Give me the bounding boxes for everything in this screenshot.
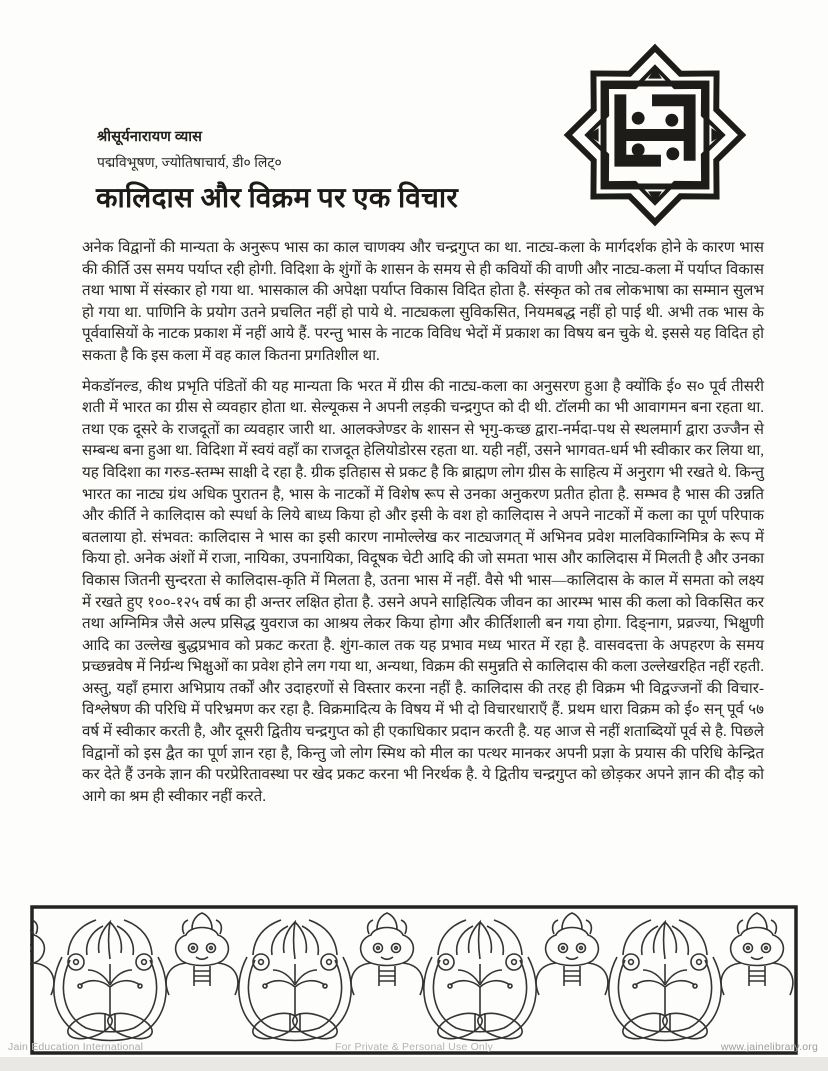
article-body — [82, 238, 764, 817]
author-name: श्रीसूर्यनारायण व्यास — [97, 129, 203, 145]
paragraph-2: मेकडॉनल्ड, कीथ प्रभृति पंडितों की यह मान्यता कि भरत में ग्रीस की नाट्य-कला का अनुसरण हुआ है क्योंकि ई० स० पूर्व तीसरी शती में भारत का ग्रीस से व्यवहार होता था. सेल्यूकस ने अपनी लड़की चन्द्रगुप्त को दी थी. टॉलमी का भी आवागमन बना रहता था. तथा एक दूसरे के राजदूतों का व्यवहार जारी था. आलक्जेण्डर के शासन से भृगु-कच्छ द्वारा-नर्मदा-पथ से स्थलमार्ग द्वारा उज्जैन से सम्बन्ध बना हुआ था. विदिशा में स्वयं वहाँ का राजदूत हेलियोडोरस रहता था. यही नहीं, उसने भागवत-धर्म भी स्वीकार कर लिया था, यह विदिशा का गरुड-स्तम्भ साक्षी दे रहा है. ग्रीक इतिहास से प्रकट है कि ब्राह्मण लोग ग्रीस के साहित्य में अनुराग भी रखते थे. किन्तु भारत का नाट्य ग्रंथ अधिक पुरातन है, भास के नाटकों में विशेष रूप से उनका अनुकरण प्रतीत होता है. सम्भव है भास की उन्नति और कीर्ति ने कालिदास को स्पर्धा के लिये बाध्य किया हो और इसी के वश हो कालिदास ने अपने नाटकों में कला का पूर्ण परिपाक बतलाया हो. संभवत: कालिदास ने भास का इसी कारण नामोल्लेख कर नाट्यजगत् में अभिनव प्रवेश मालविकाग्निमित्र के रूप में किया हो. अनेक अंशों में राजा, नायिका, उपनायिका, विदूषक चेटी आदि की जो समता भास और कालिदास में मिलती है और उनका विकास जितनी सुन्दरता से कालिदास-कृति में मिलता है, उतना भास में नहीं. वैसे भी भास—कालिदास के काल में समता को लक्ष्य में रखते हुए १००-१२५ वर्ष का ही अन्तर लक्षित होता है. उसने अपने साहित्यिक जीवन का आरम्भ भास की कला को विकसित कर तथा अग्निमित्र जैसे अल्प प्रसिद्ध युवराज का आश्रय लेकर किया होगा और कीर्तिशाली बन गया होगा. दिङ्नाग, प्रव्रज्या, भिक्षुणी आदि का उल्लेख बुद्धप्रभाव को प्रकट करता है. शुंग-काल तक यह प्रभाव मध्य भारत में रहा है. वासवदत्ता के अपहरण के समय प्रच्छन्नवेष में निर्ग्रन्थ भिक्षुओं का प्रवेश होने लग गया था, अन्यथा, विक्रम की समुन्नति से कालिदास की कला उल्लेखरहित नहीं रहती. अस्तु, यहाँ हमारा अभिप्राय तर्कों और उदाहरणों से विस्तार करना नहीं है. कालिदास की तरह ही विक्रम भी विद्वज्जनों की विचार-विश्लेषण की परिधि में परिभ्रमण कर रहा है. विक्रमादित्य के विषय में भी दो विचारधाराएँ हैं. प्रथम धारा विक्रम को ई० सन् पूर्व ५७ वर्ष में स्वीकार करती है, और दूसरी द्वितीय चन्द्रगुप्त को ही एकाधिकार प्रदान करती है. यह आज से नहीं शताब्दियों पूर्व से है. पिछले विद्वानों को इस द्वैत का पूर्ण ज्ञान रहा है, किन्तु जो लोग स्मिथ को मील का पत्थर मानकर अपनी प्रज्ञा के प्रयास की परिधि केन्द्रित कर देते हैं उनके ज्ञान की परप्रेरितावस्था पर खेद प्रकट करना भी निरर्थक है. ये द्वितीय चन्द्रगुप्त को छोड़कर अपने ज्ञान की दौड़ को आगे का श्रम ही स्वीकार नहीं करते. — [82, 378, 764, 805]
watermark-center: For Private & Personal Use Only — [335, 1041, 493, 1053]
article-title: कालिदास और विक्रम पर एक विचार — [96, 183, 459, 214]
author-credentials: पद्मविभूषण, ज्योतिषाचार्य, डी० लिट्० — [97, 156, 282, 171]
scan-edge-strip — [0, 1057, 828, 1071]
paragraph-1: अनेक विद्वानों की मान्यता के अनुरूप भास का काल चाणक्य और चन्द्रगुप्त का था. नाट्य-कला के मार्गदर्शक होने के कारण भास की कीर्ति उस समय पर्याप्त रही होगी. विदिशा के शुंगों के शासन के समय से ही कवियों की वाणी और नाट्य-कला में पर्याप्त विकास तथा भाषा में संस्कार हो गया था. भासकाल की अपेक्षा पर्याप्त विकास विदित होता है. संस्कृत को तब लोकभाषा का सम्मान सुलभ हो गया था. पाणिनि के प्रयोग उतने प्रचलित नहीं हो पाये थे. नाट्यकला सुविकसित, नियमबद्ध नहीं हो पाई थी. अभी तक भास के पूर्ववासियों के नाटक प्रकाश में नहीं आये हैं. परन्तु भास के नाटक विविध भेदों में प्रकाश का विषय बन चुके थे. इससे यह विदित हो सकता है कि इस कला में वह काल कितना प्रगतिशील था. — [82, 240, 764, 364]
watermark-left: Jain Education International — [8, 1041, 144, 1053]
author-block — [97, 126, 517, 172]
watermark-right: www.jainelibrary.org — [720, 1041, 818, 1053]
lotus-frieze-border — [30, 905, 798, 1055]
